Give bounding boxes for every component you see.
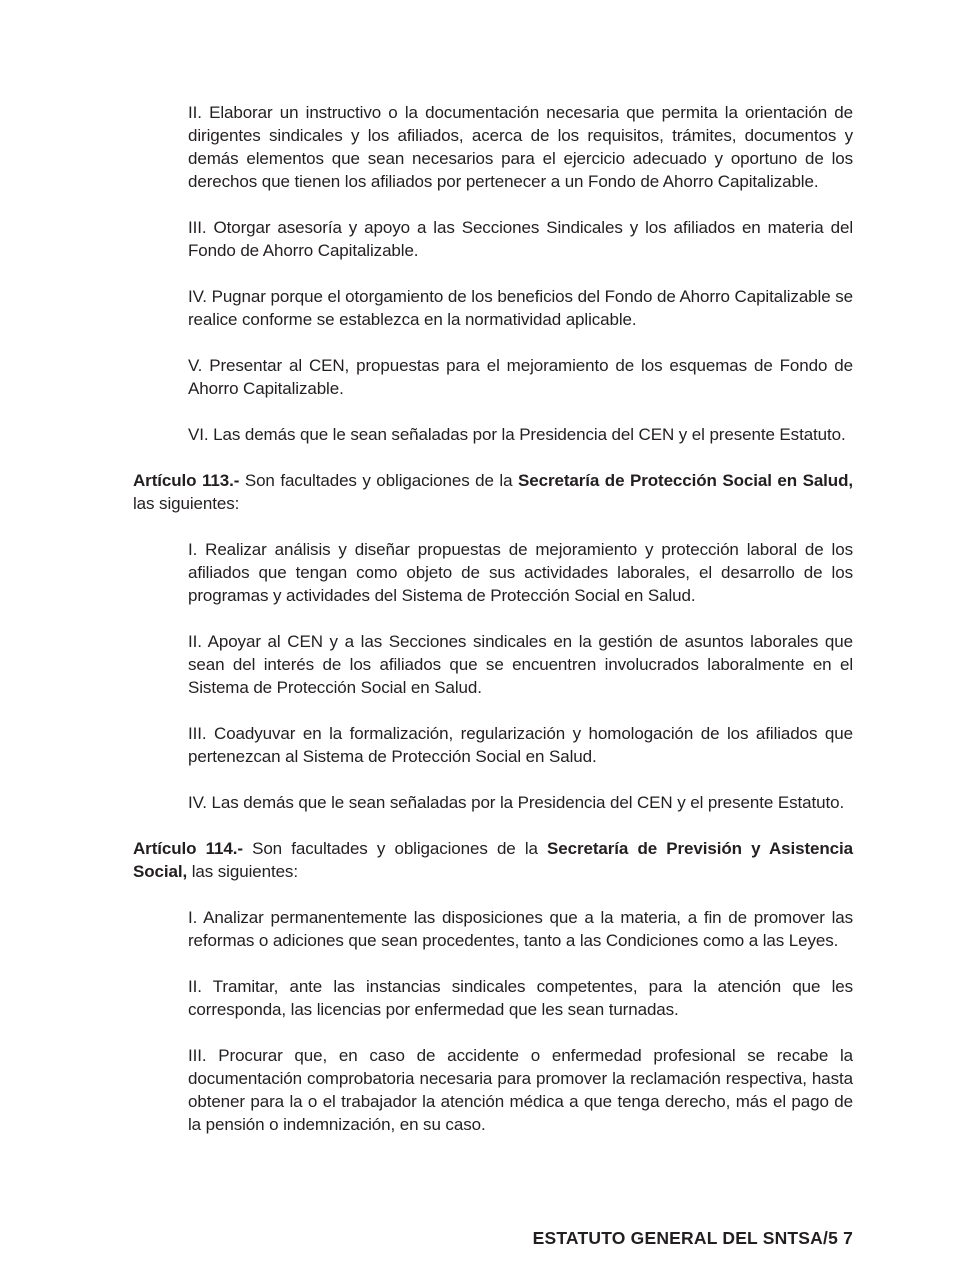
articulo-113-heading-bold-segment: Artículo 113.- xyxy=(133,471,245,490)
clause-ii-elaborar-instructivo xyxy=(188,101,853,193)
clause-ii-apoyar-cen-text-segment: II. Apoyar al CEN y a las Secciones sindicales en la gestión de asuntos laborales que sean del interés de los afiliados que se encuentren involucrados laboralmente en el Sistema de Protección Social en Salud. xyxy=(188,632,853,697)
page-footer xyxy=(512,1204,853,1273)
clause-vi-las-demas-text-segment: VI. Las demás que le sean señaladas por la Presidencia del CEN y el presente Estatuto. xyxy=(188,425,846,444)
clause-iii-procurar-text-segment: III. Procurar que, en caso de accidente o enfermedad profesional se recabe la documentación comprobatoria necesaria para promover la reclamación respectiva, hasta obtener para la o el trabajador la atención médica a que tenga derecho, más el pago de la pensión o indemnización, en su caso. xyxy=(188,1046,853,1134)
articulo-114-heading-text-segment: las siguientes: xyxy=(187,862,298,881)
clause-iii-coadyuvar xyxy=(188,722,853,768)
footer-text: ESTATUTO GENERAL DEL SNTSA/5 7 xyxy=(532,1228,853,1248)
clause-iii-otorgar-asesoria-text-segment: III. Otorgar asesoría y apoyo a las Secciones Sindicales y los afiliados en materia del Fondo de Ahorro Capitalizable. xyxy=(188,218,853,260)
clause-iv-pugnar xyxy=(188,285,853,331)
document-body xyxy=(133,101,853,1159)
clause-v-presentar-cen-text-segment: V. Presentar al CEN, propuestas para el mejoramiento de los esquemas de Fondo de Ahorro Capitalizable. xyxy=(188,356,853,398)
clause-ii-tramitar xyxy=(188,975,853,1021)
clause-i-realizar-analisis xyxy=(188,538,853,607)
clause-iii-procurar xyxy=(188,1044,853,1136)
clause-iv-las-demas-text-segment: IV. Las demás que le sean señaladas por la Presidencia del CEN y el presente Estatuto. xyxy=(188,793,845,812)
clause-i-analizar-text-segment: I. Analizar permanentemente las disposiciones que a la materia, a fin de promover las reformas o adiciones que sean procedentes, tanto a las Condiciones como a las Leyes. xyxy=(188,908,853,950)
articulo-113-heading-text-segment: Son facultades y obligaciones de la xyxy=(244,471,519,490)
clause-iii-coadyuvar-text-segment: III. Coadyuvar en la formalización, regularización y homologación de los afiliados que pertenezcan al Sistema de Protección Social en Salud. xyxy=(188,724,853,766)
clause-v-presentar-cen xyxy=(188,354,853,400)
articulo-114-heading-bold-segment: Artículo 114.- xyxy=(133,839,253,858)
clause-ii-apoyar-cen xyxy=(188,630,853,699)
articulo-113-heading-text-segment: las siguientes: xyxy=(133,494,240,513)
clause-i-realizar-analisis-text-segment: I. Realizar análisis y diseñar propuestas de mejoramiento y protección laboral de los afiliados que tengan como objeto de sus actividades laborales, el desarrollo de los programas y actividades del Sistema de Protección Social en Salud. xyxy=(188,540,853,605)
clause-iv-las-demas xyxy=(188,791,853,814)
clause-iv-pugnar-text-segment: IV. Pugnar porque el otorgamiento de los beneficios del Fondo de Ahorro Capitalizable se realice conforme se establezca en la normatividad aplicable. xyxy=(188,287,853,329)
clause-ii-tramitar-text-segment: II. Tramitar, ante las instancias sindicales competentes, para la atención que les corresponda, las licencias por enfermedad que les sean turnadas. xyxy=(188,977,853,1019)
clause-i-analizar xyxy=(188,906,853,952)
articulo-113-heading xyxy=(133,469,853,515)
articulo-114-heading-text-segment: Son facultades y obligaciones de la xyxy=(252,839,548,858)
articulo-114-heading-bold-segment: Secretaría de Previsión y Asistencia Social, xyxy=(133,839,854,881)
articulo-114-heading xyxy=(133,837,853,883)
clause-iii-otorgar-asesoria xyxy=(188,216,853,262)
clause-ii-elaborar-instructivo-text-segment: II. Elaborar un instructivo o la documentación necesaria que permita la orientación de dirigentes sindicales y los afiliados, acerca de los requisitos, trámites, documentos y demás elementos que sean necesarios para el ejercicio adecuado y oportuno de los derechos que tienen los afiliados por pertenecer a un Fondo de Ahorro Capitalizable. xyxy=(188,103,853,191)
clause-vi-las-demas xyxy=(188,423,853,446)
articulo-113-heading-bold-segment: Secretaría de Protección Social en Salud, xyxy=(518,471,853,490)
